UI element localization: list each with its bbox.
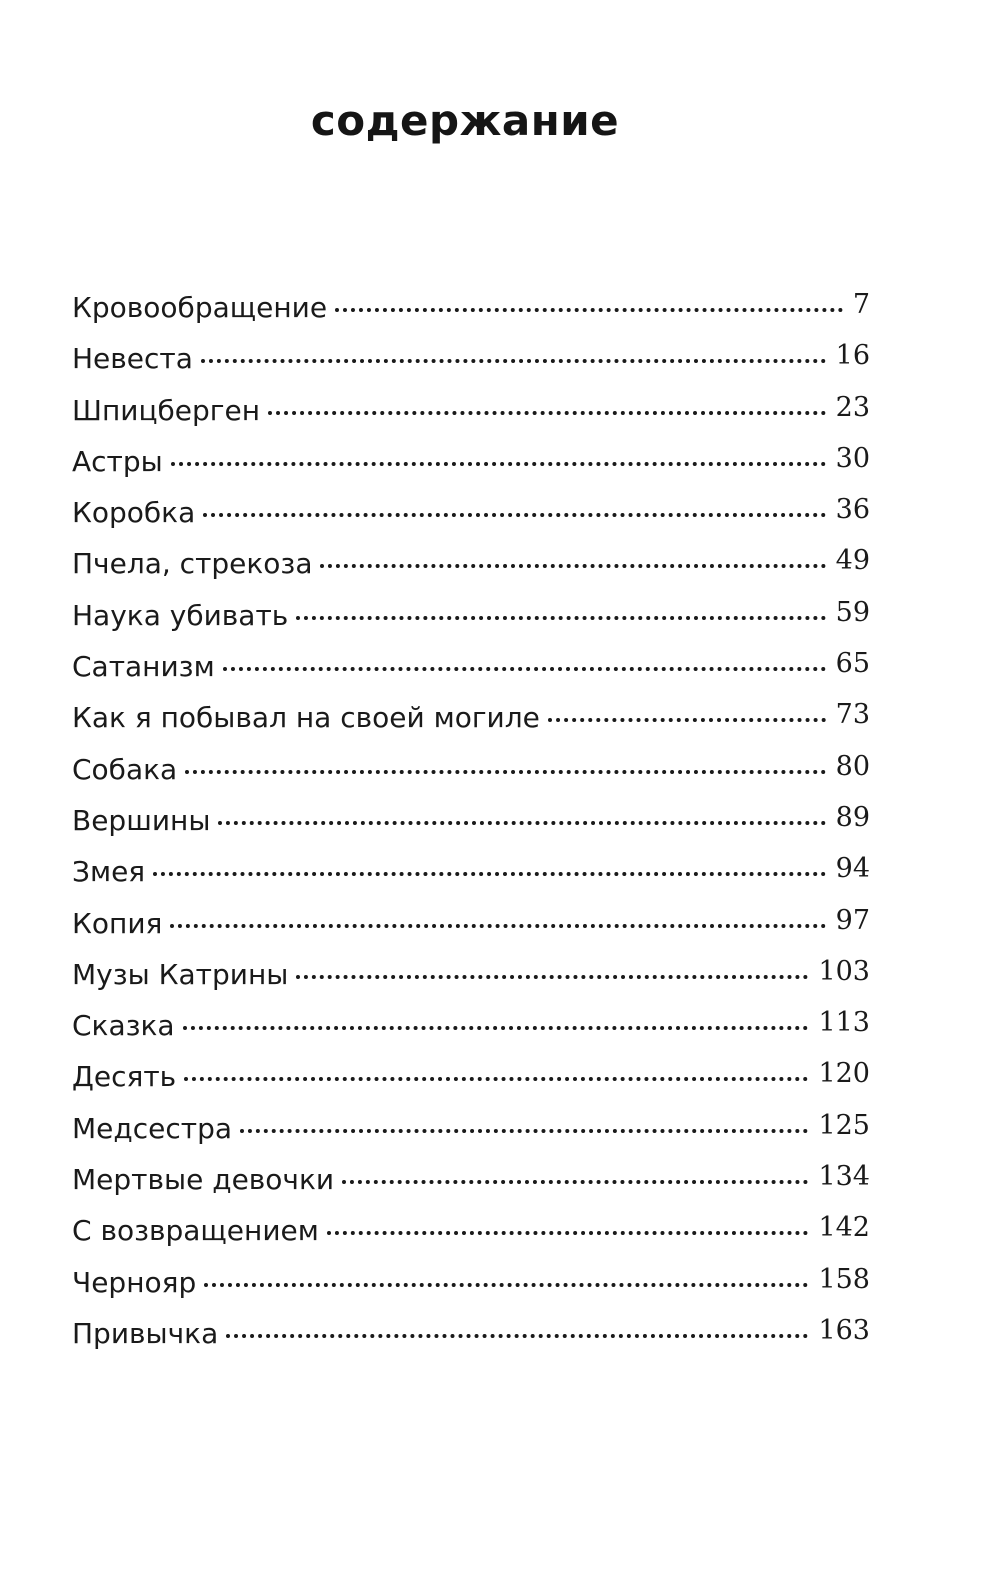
- toc-entry-page: 89: [835, 801, 870, 833]
- dot-leader: [204, 1283, 808, 1287]
- dot-leader: [183, 1026, 809, 1030]
- toc-entry-page: 49: [835, 545, 870, 577]
- toc-entry-page: 80: [835, 750, 870, 782]
- toc-entry-title: С возвращением: [72, 1214, 319, 1248]
- toc-entry-page: 113: [818, 1007, 870, 1039]
- dot-leader: [153, 872, 825, 876]
- dot-leader: [171, 462, 826, 466]
- dot-leader: [223, 667, 826, 671]
- dot-leader: [335, 308, 843, 312]
- toc-entry: [72, 487, 870, 538]
- dot-leader: [296, 616, 825, 620]
- dot-leader: [170, 924, 825, 928]
- toc-entry-title: Музы Катрины: [72, 957, 289, 991]
- toc-entry: [72, 282, 870, 333]
- toc-entry-page: 142: [818, 1212, 870, 1244]
- toc-entry-page: 30: [835, 442, 870, 474]
- dot-leader: [203, 513, 825, 517]
- toc-entry: [72, 795, 870, 846]
- toc-entry-page: 120: [818, 1058, 870, 1090]
- toc-entry: [72, 1205, 870, 1256]
- toc-entry-title: Сказка: [72, 1009, 175, 1043]
- toc-entry-title: Кровообращение: [72, 291, 328, 324]
- toc-entry-page: 103: [818, 955, 870, 987]
- toc-entry: [72, 590, 870, 641]
- toc-entry-title: Мертвые девочки: [72, 1163, 335, 1197]
- toc-entry-title: Собака: [72, 752, 178, 786]
- toc-entry-title: Шпицберген: [72, 393, 261, 427]
- toc-entry-page: 94: [835, 853, 870, 885]
- dot-leader: [327, 1231, 809, 1235]
- dot-leader: [240, 1129, 808, 1133]
- page-title: содержание: [310, 96, 620, 145]
- toc-entry: [72, 333, 870, 384]
- dot-leader: [218, 821, 825, 825]
- toc-entry: [72, 1257, 870, 1308]
- toc-entry: [72, 898, 870, 949]
- toc-entry-page: 59: [835, 596, 870, 628]
- toc-entry: [72, 436, 870, 487]
- toc-entry-title: Пчела, стрекоза: [72, 547, 313, 581]
- toc-entry: [72, 1051, 870, 1102]
- dot-leader: [185, 770, 825, 774]
- toc-entry: [72, 1308, 870, 1359]
- toc-entry: [72, 949, 870, 1000]
- toc-entry-title: Чернояр: [72, 1265, 197, 1299]
- toc-entry-page: 16: [835, 340, 870, 372]
- toc-entry-title: Коробка: [72, 496, 196, 530]
- toc-entry-title: Наука убивать: [72, 598, 289, 632]
- dot-leader: [184, 1077, 808, 1081]
- toc-entry-page: 163: [818, 1314, 870, 1346]
- toc-entry-page: 158: [818, 1263, 870, 1295]
- dot-leader: [342, 1180, 808, 1184]
- toc-entry-title: Десять: [72, 1060, 177, 1094]
- toc-entry: [72, 846, 870, 897]
- dot-leader: [268, 411, 826, 415]
- toc-entry-page: 73: [835, 699, 870, 731]
- toc-entry-page: 134: [818, 1161, 870, 1193]
- toc-entry-title: Привычка: [72, 1316, 219, 1350]
- toc-entry-page: 125: [818, 1109, 870, 1141]
- toc-entry-page: 23: [835, 391, 870, 423]
- toc-entry: [72, 744, 870, 795]
- toc-entry: [72, 641, 870, 692]
- toc-entry: [72, 1154, 870, 1205]
- toc-entry-title: Как я побывал на своей могиле: [72, 701, 540, 735]
- toc-entry-title: Вершины: [72, 803, 211, 837]
- toc-entry: [72, 692, 870, 743]
- dot-leader: [226, 1334, 808, 1338]
- toc-entry-page: 7: [852, 289, 870, 320]
- dot-leader: [548, 718, 826, 722]
- toc-entry-title: Медсестра: [72, 1111, 233, 1145]
- toc-entry: [72, 1103, 870, 1154]
- toc-entry-title: Сатанизм: [72, 650, 215, 684]
- toc-entry-title: Копия: [72, 906, 163, 940]
- dot-leader: [201, 359, 826, 363]
- toc-entry: [72, 538, 870, 589]
- toc-entry: [72, 385, 870, 436]
- dot-leader: [320, 564, 825, 568]
- toc-entry-page: 36: [835, 494, 870, 526]
- toc-entry-title: Невеста: [72, 342, 193, 376]
- toc-entry: [72, 1000, 870, 1051]
- toc-entry-title: Астры: [72, 444, 163, 478]
- dot-leader: [296, 975, 808, 979]
- toc-entry-title: Змея: [72, 855, 146, 889]
- table-of-contents: [72, 282, 870, 1359]
- toc-entry-page: 97: [835, 904, 870, 936]
- toc-entry-page: 65: [835, 648, 870, 680]
